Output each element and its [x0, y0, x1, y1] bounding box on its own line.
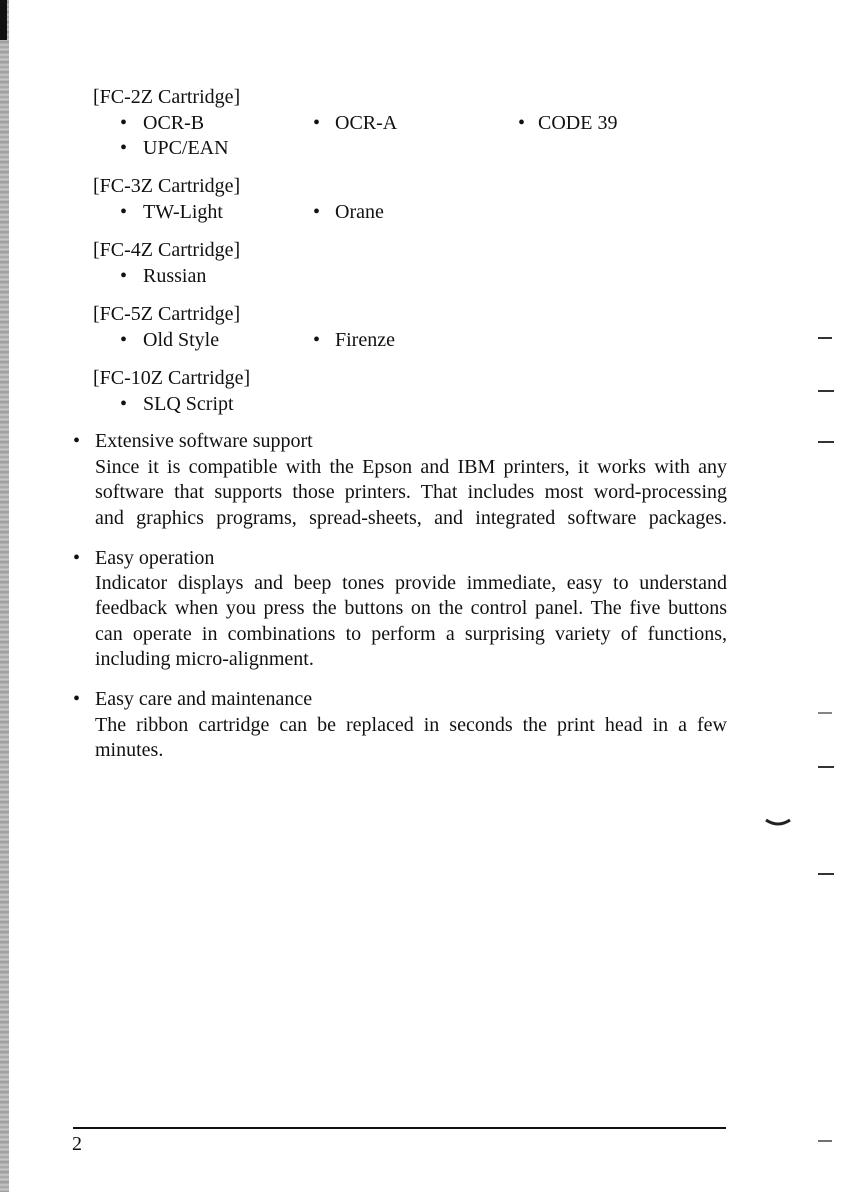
cartridge-header-fc10z: [FC-10Z Cartridge] [93, 367, 251, 389]
cartridge-header-fc4z: [FC-4Z Cartridge] [93, 239, 241, 261]
bullet-icon: • [73, 430, 81, 452]
font-item-ocr-b: OCR-B [143, 112, 205, 134]
scan-mark [818, 873, 834, 875]
cartridge-header-fc5z: [FC-5Z Cartridge] [93, 303, 241, 325]
scan-smudge [764, 816, 794, 830]
bullet-icon: • [518, 112, 526, 134]
binding-mark [0, 0, 7, 40]
bullet-icon: • [73, 547, 81, 569]
font-item-russian: Russian [143, 265, 207, 287]
footer-rule [73, 1127, 726, 1129]
cartridge-header-fc2z: [FC-2Z Cartridge] [93, 86, 241, 108]
bullet-icon: • [313, 329, 321, 351]
feature-body-easy-care [95, 713, 727, 764]
scan-mark [818, 337, 832, 339]
body-line: minutes. [95, 739, 164, 762]
scan-mark [818, 441, 834, 443]
feature-body-software-support [95, 455, 727, 531]
font-item-old-style: Old Style [143, 329, 220, 351]
feature-title-software-support: Extensive software support [95, 430, 313, 452]
scan-mark [818, 766, 834, 768]
body-line: Indicator displays and beep tones provide immediate, easy to understand [95, 572, 727, 594]
font-item-upc-ean: UPC/EAN [143, 137, 229, 159]
feature-title-easy-care: Easy care and maintenance [95, 688, 313, 710]
bullet-icon: • [313, 112, 321, 134]
feature-body-easy-operation [95, 571, 727, 673]
page-number: 2 [72, 1133, 82, 1155]
scan-mark [818, 390, 834, 392]
bullet-icon: • [120, 201, 128, 223]
bullet-icon: • [120, 137, 128, 159]
binding-edge [0, 0, 9, 1192]
body-line: software that supports those printers. That includes most word-processing [95, 481, 727, 504]
bullet-icon: • [73, 688, 81, 710]
font-item-orane: Orane [335, 201, 384, 223]
body-line: feedback when you press the buttons on the control panel. The five buttons [95, 597, 727, 620]
font-item-firenze: Firenze [335, 329, 395, 351]
bullet-icon: • [120, 265, 128, 287]
font-item-slq-script: SLQ Script [143, 393, 234, 415]
bullet-icon: • [120, 393, 128, 415]
cartridge-header-fc3z: [FC-3Z Cartridge] [93, 175, 241, 197]
body-line: and graphics programs, spread-sheets, and integrated software packages. [95, 506, 727, 529]
scan-mark [818, 1140, 832, 1142]
body-line: Since it is compatible with the Epson and IBM printers, it works with any [95, 456, 727, 478]
bullet-icon: • [313, 201, 321, 223]
scan-mark [818, 712, 832, 714]
body-line: The ribbon cartridge can be replaced in seconds the print head in a few [95, 714, 727, 736]
body-line: including micro-alignment. [95, 648, 314, 671]
font-item-ocr-a: OCR-A [335, 112, 398, 134]
font-item-tw-light: TW-Light [143, 201, 223, 223]
font-item-code39: CODE 39 [538, 112, 618, 134]
bullet-icon: • [120, 112, 128, 134]
feature-title-easy-operation: Easy operation [95, 547, 215, 569]
bullet-icon: • [120, 329, 128, 351]
body-line: can operate in combinations to perform a surprising variety of functions, [95, 622, 727, 645]
